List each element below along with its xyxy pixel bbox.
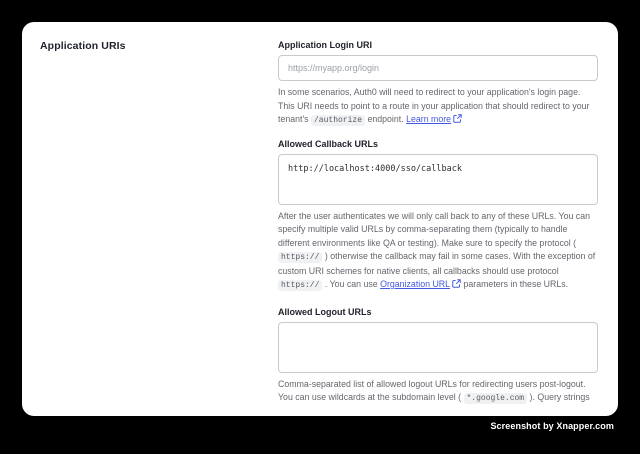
external-link-icon (452, 279, 461, 293)
logout-urls-label: Allowed Logout URLs (278, 306, 372, 317)
description-text: ). Query strings (527, 392, 590, 402)
https-code-chip: https:// (278, 252, 322, 263)
description-text: endpoint. (365, 114, 407, 124)
login-uri-description (278, 86, 598, 128)
application-uris-card (22, 22, 618, 416)
section-title: Application URIs (40, 40, 126, 52)
description-text: Comma-separated list of allowed logout URLs for redirecting users post-logout. You can use wildcards at the subdomain level ( (278, 378, 586, 402)
callback-urls-field-group (278, 139, 598, 293)
description-text: In some scenarios, Auth0 will need to redirect to your application's login page. This URI needs to point to a route in your application that should redirect to your tenant's (278, 87, 590, 124)
external-link-icon (453, 114, 462, 128)
callback-urls-label: Allowed Callback URLs (278, 138, 379, 149)
login-uri-input[interactable] (278, 55, 598, 81)
callback-urls-description (278, 210, 598, 293)
description-text: ) otherwise the callback may fail in some cases. With the exception of custom URI schemes for native clients, all callbacks should use protocol (278, 251, 596, 276)
authorize-code-chip: /authorize (311, 115, 365, 126)
description-text: parameters in these URLs. (461, 279, 569, 289)
organization-url-link[interactable]: Organization URL (380, 279, 451, 289)
logout-urls-textarea[interactable] (278, 322, 598, 373)
section-title-column (40, 40, 278, 416)
https-code-chip: https:// (278, 280, 322, 291)
description-text: After the user authenticates we will only call back to any of these URLs. You can specify multiple valid URLs by comma-separating them (typically to handle different environments like QA or testing). Make sure to specify the protocol ( (278, 210, 590, 248)
learn-more-link[interactable]: Learn more (406, 114, 452, 124)
description-text: . You can use (322, 279, 381, 289)
login-uri-label: Application Login URI (278, 40, 372, 50)
logout-urls-description (278, 378, 598, 406)
callback-urls-textarea[interactable] (278, 154, 598, 205)
login-uri-field-group (278, 40, 598, 128)
logout-urls-field-group (278, 307, 598, 406)
fields-column (278, 40, 598, 416)
wildcard-code-chip: *.google.com (464, 393, 528, 404)
watermark: Screenshot by Xnapper.com (490, 421, 614, 431)
